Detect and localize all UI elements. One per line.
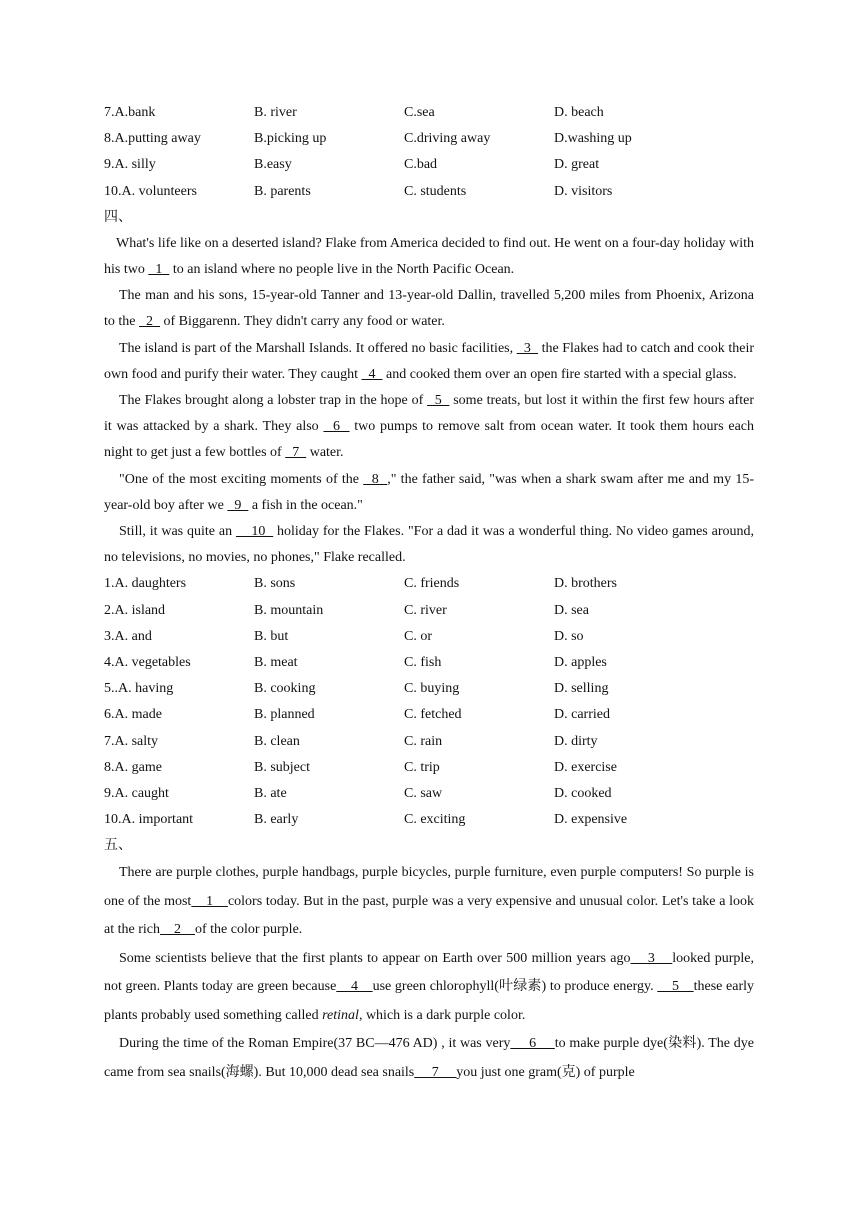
option-row: 10.A. important B. early C. exciting D. expensive bbox=[104, 812, 628, 828]
passage-paragraph: Some scientists believe that the first plants to appear on Earth over 500 million years ago 3 looked purple, not green. Plants today are green because 4 use green chlorophyll(叶绿素) to produce energy. 5 these early plants probably used something called retinal, which is a dark purple color. bbox=[104, 950, 755, 1023]
blank: 3 bbox=[630, 950, 673, 966]
blank: 2 bbox=[139, 314, 160, 330]
section-heading: 五、 bbox=[104, 838, 132, 854]
option-row: 7.A.bank B. river C.sea D. beach bbox=[104, 105, 604, 120]
passage-paragraph: What's life like on a deserted island? Flake from America decided to find out. He went on a four-day holiday with his two 1 to an island where no people live in the North Pacific Ocean. bbox=[104, 235, 754, 277]
passage-paragraph: The island is part of the Marshall Islands. It offered no basic facilities, 3 the Flakes had to catch and cook their own food and purify their water. They caught 4 and cooked them over an open fire started with a special glass. bbox=[104, 340, 755, 382]
option-row: 7.A. salty B. clean C. rain D. dirty bbox=[104, 733, 598, 749]
option-row: 2.A. island B. mountain C. river D. sea bbox=[104, 602, 589, 618]
blank: 2 bbox=[159, 922, 195, 938]
blank: 4 bbox=[361, 366, 383, 382]
option-row: 1.A. daughters B. sons C. friends D. brothers bbox=[104, 576, 617, 592]
blank: 7 bbox=[285, 445, 307, 461]
blank: 4 bbox=[336, 979, 373, 995]
blank: 9 bbox=[227, 497, 249, 513]
blank: 10 bbox=[235, 523, 274, 539]
blank: 3 bbox=[516, 340, 539, 356]
blank: 5 bbox=[427, 392, 450, 408]
document-page bbox=[104, 100, 754, 1087]
passage-paragraph: The man and his sons, 15-year-old Tanner and 13-year-old Dallin, travelled 5,200 miles from Phoenix, Arizona to the 2 of Biggarenn. They didn't carry any food or water. bbox=[104, 288, 754, 330]
section-heading: 四、 bbox=[104, 209, 132, 225]
option-row: 3.A. and B. but C. or D. so bbox=[104, 628, 584, 644]
blank: 8 bbox=[363, 471, 388, 487]
passage-paragraph: "One of the most exciting moments of the 8 ," the father said, "was when a shark swam after me and my 15-year-old boy after we 9 a fish in the ocean." bbox=[104, 471, 754, 513]
option-row: 9.A. caught B. ate C. saw D. cooked bbox=[104, 785, 612, 801]
blank: 1 bbox=[191, 893, 228, 909]
option-row: 9.A. silly B.easy C.bad D. great bbox=[104, 157, 600, 173]
passage-paragraph: Still, it was quite an 10 holiday for the Flakes. "For a dad it was a wonderful thing. No video games around, no televisions, no movies, no phones," Flake recalled. bbox=[104, 523, 754, 566]
option-row: 10.A. volunteers B. parents C. students D. visitors bbox=[104, 183, 613, 199]
options-section4 bbox=[104, 571, 754, 833]
option-row: 4.A. vegetables B. meat C. fish D. apples bbox=[104, 654, 607, 670]
option-row: 6.A. made B. planned C. fetched D. carried bbox=[104, 707, 610, 723]
option-row: 5..A. having B. cooking C. buying D. selling bbox=[104, 681, 609, 697]
blank: 5 bbox=[657, 979, 694, 995]
blank: 6 bbox=[323, 419, 350, 435]
blank: 1 bbox=[148, 261, 170, 277]
passage-paragraph: During the time of the Roman Empire(37 BC—476 AD) , it was very 6 to make purple dye(染料). The dye came from sea snails(海螺). But 10,000 dead sea snails 7 you just one gram(克) of purple bbox=[104, 1036, 754, 1080]
passage-paragraph: The Flakes brought along a lobster trap in the hope of 5 some treats, but lost it within the first few hours after it was attacked by a shark. They also 6 two pumps to remove salt from ocean water. It took them hours each night to get just a few bottles of 7 water. bbox=[104, 392, 755, 461]
options-part3 bbox=[104, 100, 754, 205]
passage-paragraph: There are purple clothes, purple handbags, purple bicycles, purple furniture, even purple computers! So purple is one of the most 1 colors today. But in the past, purple was a very expensive and unusual color. Let's take a look at the rich 2 of the color purple. bbox=[104, 865, 754, 938]
blank: 7 bbox=[414, 1064, 457, 1080]
option-row: 8.A. game B. subject C. trip D. exercise bbox=[104, 759, 617, 775]
blank: 6 bbox=[510, 1036, 555, 1052]
option-row: 8.A.putting away B.picking up C.driving away D.washing up bbox=[104, 131, 632, 147]
